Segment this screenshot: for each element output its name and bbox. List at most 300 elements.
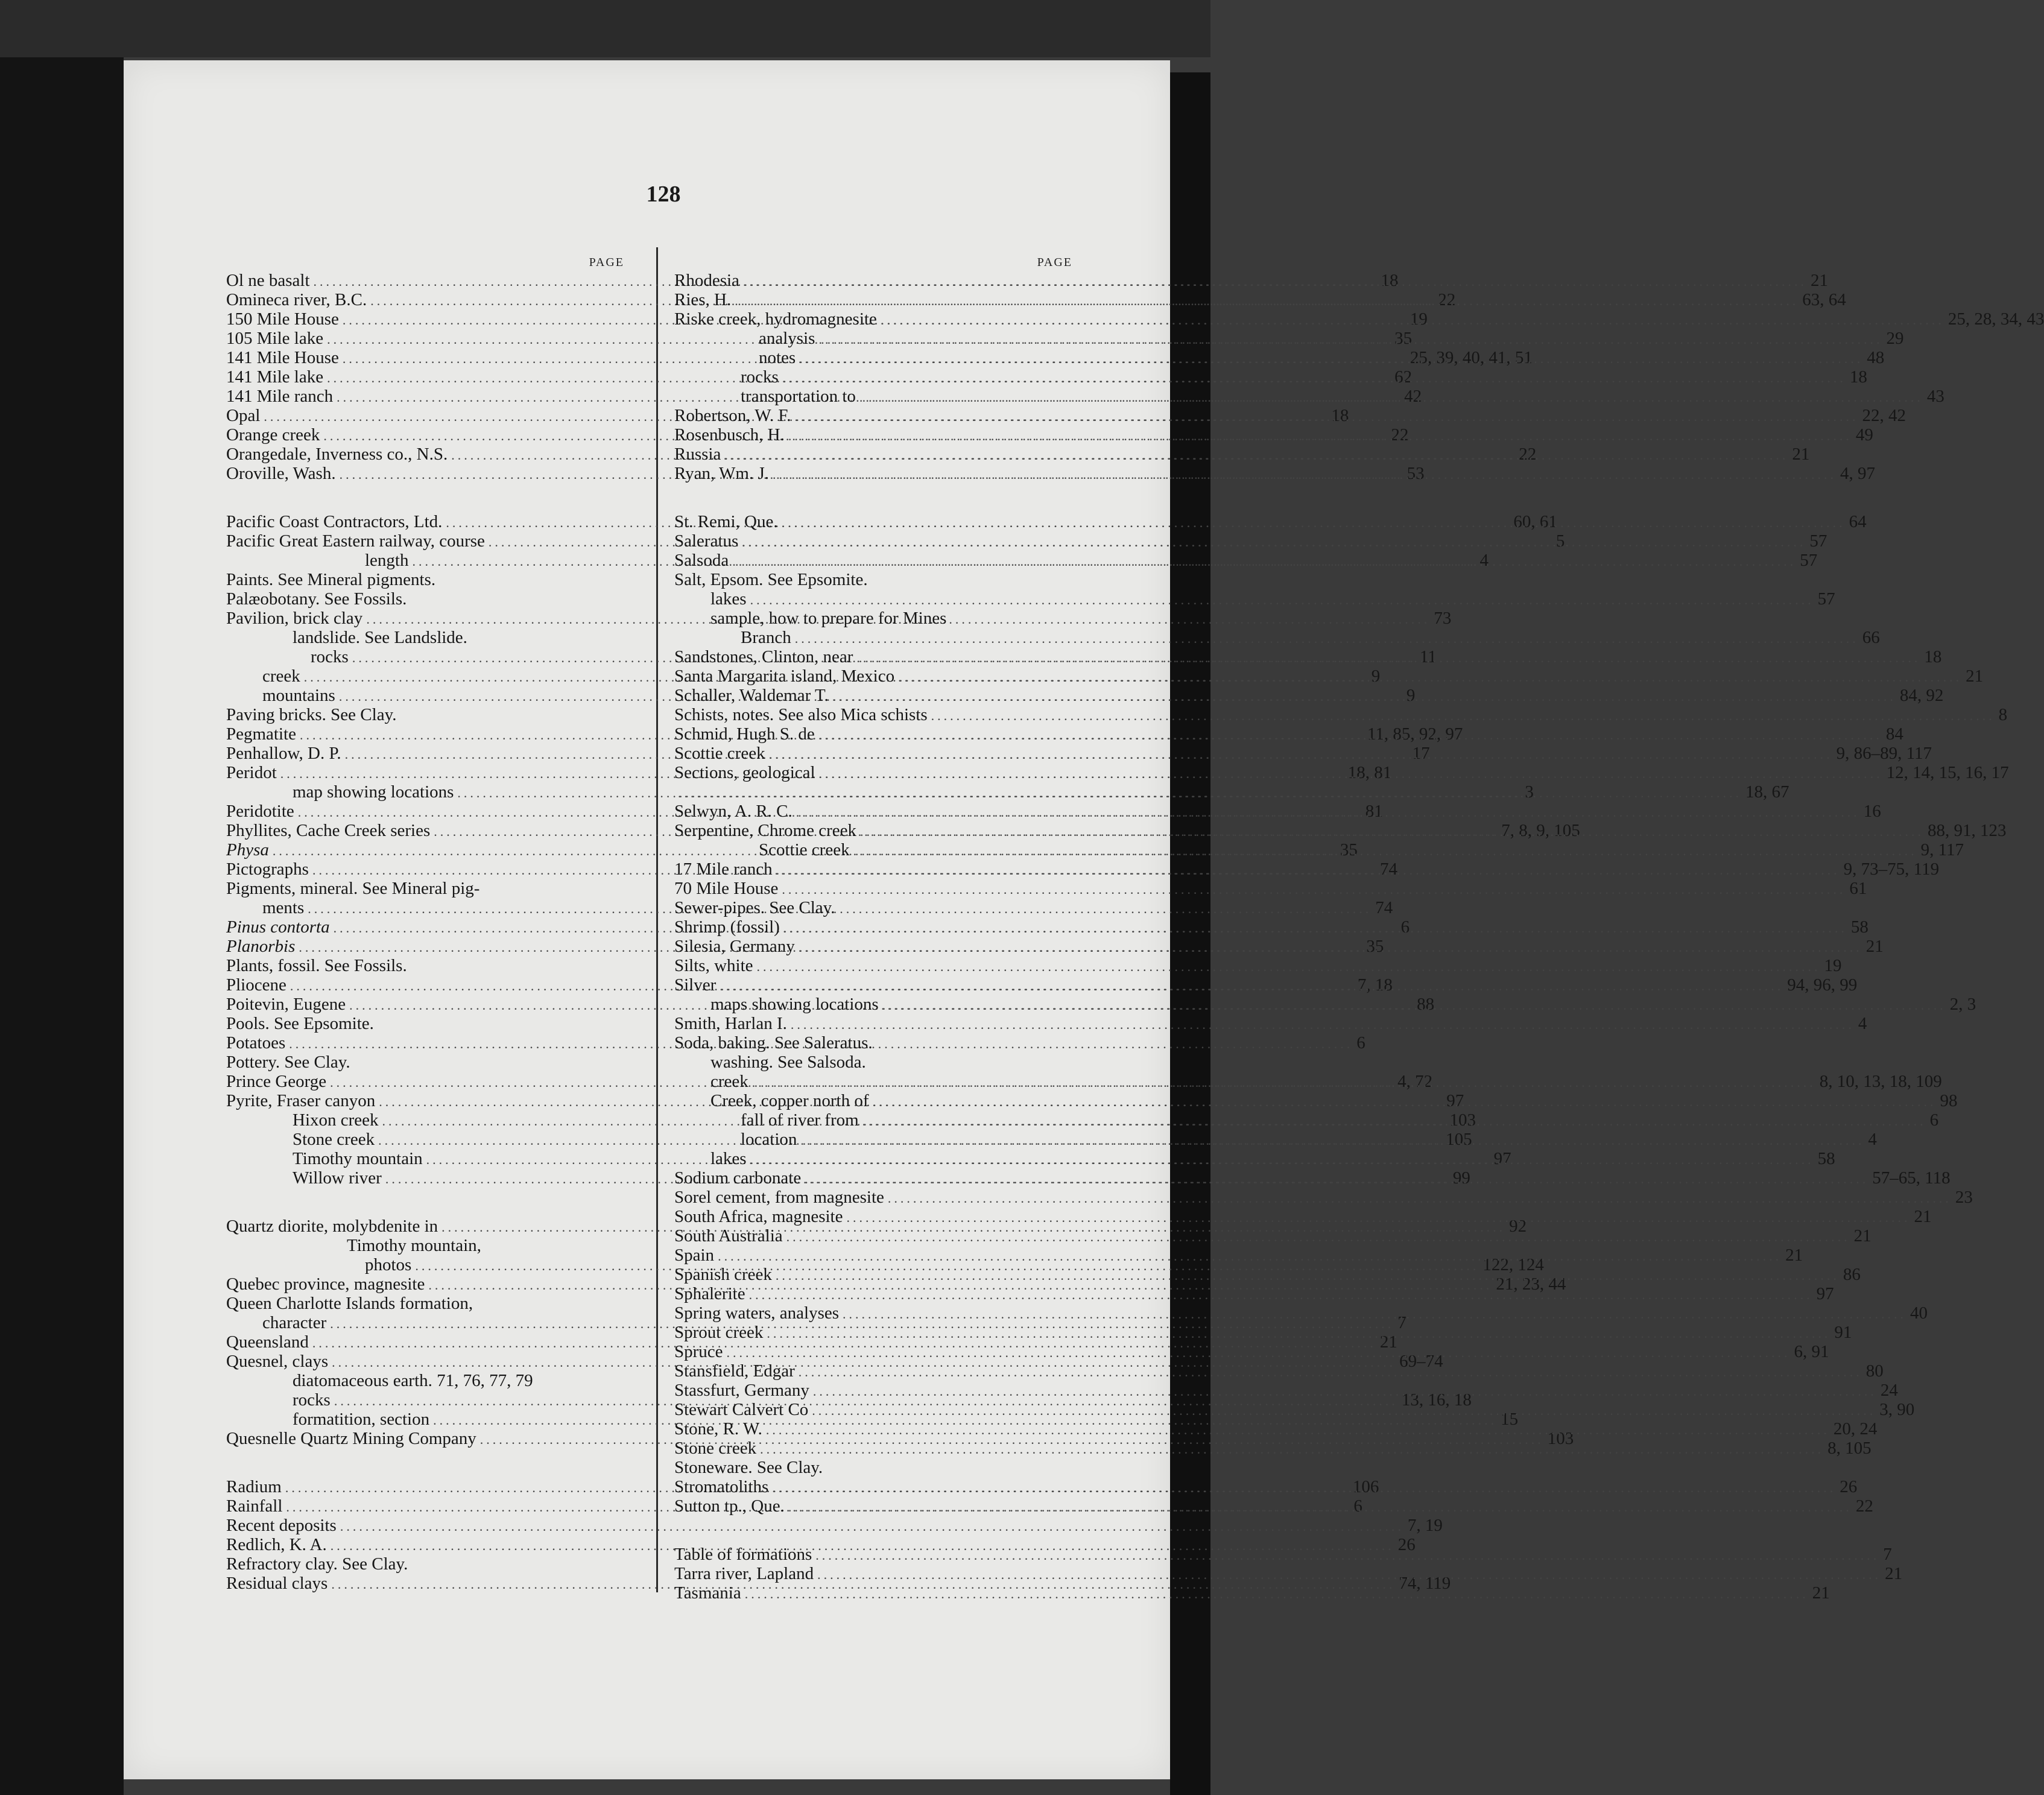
index-entry [674,956,1842,976]
entry-term: Potatoes [226,1033,286,1053]
entry-term: maps showing locations [710,995,879,1014]
dot-leader [757,957,1821,976]
entry-pages: 20, 24 [1833,1419,1878,1439]
entry-term: Prince George [226,1072,327,1091]
entry-pages: 18 [1849,367,1867,387]
dot-leader [796,803,1860,822]
dot-leader [766,1420,1830,1439]
entry-term: Planorbis [226,937,296,956]
entry-pages: 48 [1867,348,1885,367]
entry-pages: 43 [1926,387,1944,406]
index-entry [674,744,1932,764]
entry-term: Plants, fossil. See Fossils. [226,956,407,975]
entry-term: Spruce [674,1342,723,1361]
entry-pages: 40 [1910,1303,1928,1323]
entry-pages: 73 [1434,609,1452,628]
entry-pages: 57 [1800,551,1818,570]
entry-pages: 103 [1449,1110,1476,1130]
index-entry [674,609,1072,628]
entry-pages: 97 [1493,1149,1511,1168]
index-entry [674,705,2008,725]
group-gap [226,1449,624,1478]
entry-term: Quesnel, clays [226,1352,329,1371]
index-entry [674,1014,1867,1034]
entry-pages: 29 [1886,329,1904,348]
dot-leader [843,1305,1906,1323]
entry-term: Stoneware. See Clay. [674,1458,823,1477]
entry-term: Recent deposits [226,1516,337,1535]
entry-pages: 18 [1331,406,1349,425]
entry-pages: 42 [1404,387,1422,406]
entry-term: 150 Mile House [226,309,339,329]
index-entry [226,571,624,590]
entry-term: Serpentine, Chrome creek [674,821,856,840]
entry-term: Sewer-pipes. See Clay. [674,898,835,917]
entry-pages: 3 [1525,782,1534,802]
entry-term: Phyllites, Cache Creek series [226,821,431,840]
entry-pages: 6 [1400,917,1410,937]
index-entry [674,899,1072,918]
index-entry [674,879,1867,899]
entry-term: Spanish creek [674,1265,772,1284]
entry-pages: 4 [1479,551,1489,570]
entry-term: Willow river [293,1168,382,1188]
index-entry [674,1053,1072,1072]
index-entry [674,1545,1892,1565]
entry-term: Paints. See Mineral pigments. [226,570,436,589]
entry-term: Robertson, W. F. [674,406,791,425]
index-entry [226,1555,624,1574]
dot-leader [782,880,1846,899]
entry-pages: 7 [1883,1545,1892,1564]
dot-leader [742,533,1806,551]
entry-pages: 58 [1817,1149,1835,1168]
entry-pages: 25, 28, 34, 43 [1947,309,2044,329]
entry-pages: 4, 72 [1397,1072,1433,1091]
entry-pages: 6 [1356,1033,1365,1053]
entry-term: Stassfurt, Germany [674,1381,809,1400]
entry-term: notes [759,348,796,367]
entry-pages: 7, 19 [1407,1516,1443,1535]
entry-term: Rainfall [226,1496,283,1516]
entry-term: Pacific Great Eastern railway, course [226,531,485,551]
entry-term: photos [365,1255,412,1274]
index-entry [674,782,1789,802]
entry-term: Salt, Epsom. See Epsomite. [674,570,868,589]
entry-term: Residual clays [226,1574,328,1593]
index-entry [226,957,624,976]
entry-pages: 21 [1785,1246,1803,1265]
group-gap [674,484,1072,513]
entry-term: Stone creek [293,1130,375,1149]
entry-pages: 57 [1817,589,1835,609]
dot-leader [788,1498,1852,1516]
entry-term: Quartz diorite, molybdenite in [226,1217,438,1236]
dot-leader [788,426,1852,445]
dot-leader [832,687,1896,706]
entry-pages: 26 [1397,1535,1416,1554]
index-entry [226,1015,624,1034]
entry-term: Sandstones, Clinton, near [674,647,853,666]
entry-term: Queensland [226,1332,309,1352]
entry-pages: 22, 42 [1862,406,1906,425]
index-entry [674,1034,1072,1053]
entry-term: rocks [311,647,349,666]
entry-term: Rosenbusch, H. [674,425,785,445]
dot-leader [846,1208,1910,1227]
entry-term: Riske creek, hydromagnesite [674,309,877,329]
entry-pages: 94, 96, 99 [1787,975,1858,995]
entry-pages: 88, 91, 123 [1927,821,2007,840]
entry-term: Oroville, Wash. [226,464,336,483]
dot-leader [813,1382,1877,1401]
entry-term: rocks [741,367,779,387]
entry-term: Stansfield, Edgar [674,1361,795,1381]
entry-pages: 53 [1406,464,1425,483]
entry-term: Soda, baking. See Saleratus. [674,1033,873,1053]
dot-leader [818,726,1882,744]
index-entry [674,1188,1973,1208]
index-entry [226,879,624,899]
dot-leader [732,552,1796,571]
entry-pages: 21 [1853,1226,1872,1246]
entry-term: Redlich, K. A. [226,1535,327,1554]
entry-pages: 19 [1410,309,1428,329]
entry-pages: 11, 85, 92, 97 [1367,724,1463,744]
entry-term: washing. See Salsoda. [710,1053,866,1072]
entry-term: Quesnelle Quartz Mining Company [226,1429,476,1448]
entry-term: Hixon creek [293,1110,379,1130]
entry-term: analysis [759,329,815,348]
entry-term: Peridotite [226,802,294,821]
group-gap [674,1516,1072,1545]
entry-pages: 21 [1966,666,1984,686]
entry-term: Stromatoliths [674,1477,769,1496]
dot-leader [745,1584,1809,1603]
entry-pages: 12, 14, 15, 16, 17 [1886,763,2009,782]
entry-term: lakes [710,589,747,609]
entry-pages: 3, 90 [1879,1400,1915,1419]
entry-pages: 57 [1809,531,1827,551]
entry-term: mountains [262,686,335,705]
entry-pages: 66 [1862,628,1880,647]
entry-pages: 63, 64 [1802,290,1846,309]
scan-border-left [0,57,124,1795]
entry-pages: 6 [1929,1110,1939,1130]
column-header: PAGE [589,256,624,269]
entry-pages: 11 [1419,647,1437,666]
dot-leader [772,1478,1836,1497]
dot-leader [720,977,1783,995]
dot-leader [794,407,1858,426]
entry-term: Refractory clay. See Clay. [226,1554,408,1574]
entry-pages: 58 [1850,917,1868,937]
entry-term: Silts, white [674,956,753,975]
dot-leader [678,784,1742,802]
entry-term: Stewart Calvert Co [674,1400,809,1419]
dot-leader [881,311,1944,329]
entry-term: Stone creek [674,1439,757,1458]
dot-leader [769,745,1833,764]
dot-leader [750,590,1814,609]
dot-leader [815,1546,1879,1565]
entry-pages: 2, 3 [1949,995,1976,1014]
entry-pages: 13, 16, 18 [1401,1390,1472,1410]
entry-pages: 64 [1849,512,1867,531]
entry-pages: 84, 92 [1899,686,1944,705]
entry-pages: 21 [1914,1207,1932,1226]
entry-pages: 21 [1810,271,1828,290]
entry-pages: 18, 67 [1745,782,1789,802]
entry-pages: 22 [1438,290,1456,309]
entry-pages: 7 [1397,1313,1406,1332]
entry-term: location [741,1130,797,1149]
entry-term: Penhallow, D. P. [226,744,341,763]
entry-pages: 21, 23, 44 [1496,1274,1566,1294]
index-entry [674,1439,1872,1458]
entry-term: Pavilion, brick clay [226,609,363,628]
dot-leader [776,861,1840,879]
index-entry [674,917,1868,937]
entry-term: Ries, H. [674,290,732,309]
dot-leader [888,1189,1952,1208]
entry-pages: 74 [1375,898,1393,917]
entry-term: Physa [226,840,269,860]
entry-term: Schaller, Waldemar T. [674,686,829,705]
entry-term: Spain [674,1246,715,1265]
dot-leader [860,822,1924,841]
entry-pages: 18 [1381,271,1399,290]
entry-pages: 9 [1406,686,1416,705]
index-entry [674,1303,1928,1323]
dot-leader [773,465,1837,484]
entry-pages: 21 [1812,1583,1830,1603]
entry-term: Creek, copper north of [710,1091,869,1110]
entry-pages: 106 [1352,1477,1379,1496]
entry-term: Santa Margarita island, Mexico [674,666,895,686]
entry-term: 17 Mile ranch [674,860,773,879]
dot-leader [817,1565,1881,1584]
entry-pages: 21 [1792,445,1810,464]
entry-term: Sections, geological [674,763,815,782]
entry-pages: 69–74 [1399,1352,1443,1371]
entry-pages: 19 [1824,956,1842,975]
entry-term: character [262,1313,327,1332]
dot-leader [791,1015,1855,1034]
entry-pages: 57–65, 118 [1872,1168,1951,1188]
entry-pages: 84 [1885,724,1903,744]
entry-term: Shrimp (fossil) [674,917,780,937]
entry-pages: 35 [1394,329,1413,348]
entry-pages: 6 [1353,1496,1362,1516]
index-entry [674,686,1944,706]
entry-term: ments [262,898,305,917]
dot-leader [782,369,1846,387]
entry-term: Sphalerite [674,1284,745,1303]
entry-pages: 8 [1998,705,2008,724]
dot-leader [718,1247,1782,1265]
entry-pages: 74 [1379,860,1397,879]
entry-pages: 4, 97 [1840,464,1875,483]
entry-term: 70 Mile House [674,879,779,898]
entry-pages: 24 [1880,1381,1898,1400]
column-header: PAGE [1037,256,1072,269]
entry-pages: 80 [1865,1361,1884,1381]
entry-pages: 16 [1863,802,1881,821]
entry-pages: 18 [1924,647,1942,666]
entry-term: 141 Mile lake [226,367,324,387]
entry-term: South Africa, magnesite [674,1207,843,1226]
dot-leader [727,1343,1791,1362]
entry-term: Orangedale, Inverness co., N.S. [226,445,448,464]
index-entry [674,666,1984,686]
dot-leader [750,1150,1814,1169]
dot-leader [782,513,1846,532]
entry-pages: 26 [1840,1477,1858,1496]
index-entry [226,1053,624,1072]
entry-term: Scottie creek [759,840,850,860]
entry-pages: 88 [1417,995,1435,1014]
dot-leader [853,841,1917,860]
index-entry [674,628,1880,648]
index-entry [226,1516,1443,1536]
entry-term: Selwyn, A. R. C. [674,802,793,821]
entry-term: Silver [674,975,717,995]
dot-leader [873,1092,1937,1111]
group-gap [226,1188,624,1217]
entry-pages: 22 [1519,445,1537,464]
entry-pages: 103 [1547,1429,1574,1448]
entry-term: Pliocene [226,975,286,995]
entry-pages: 6, 91 [1794,1342,1829,1361]
dot-leader [805,1170,1868,1188]
entry-pages: 4 [1858,1014,1867,1033]
entry-term: Pictographs [226,860,309,879]
entry-term: length [365,551,409,570]
entry-term: Tasmania [674,1583,741,1603]
entry-term: diatomaceous earth. 71, 76, 77, 79 [293,1371,533,1390]
entry-term: 141 Mile ranch [226,387,334,406]
dot-leader [799,349,1863,368]
entry-term: Schmid, Hugh S. de [674,724,815,744]
entry-term: Pegmatite [226,724,296,744]
entry-pages: 97 [1816,1284,1834,1303]
dot-leader [776,1266,1840,1285]
dot-leader [743,272,1807,291]
entry-pages: 7, 8, 9, 105 [1501,821,1580,840]
index-entry [226,1294,624,1314]
entry-pages: 35 [1366,937,1384,956]
entry-pages: 61 [1849,879,1867,898]
entry-term: Saleratus [674,531,739,551]
entry-pages: 92 [1509,1217,1527,1236]
index-entry [226,1236,624,1256]
index-entry [674,551,1818,571]
entry-term: formatition, section [293,1410,430,1429]
entry-pages: 21 [1865,937,1884,956]
entry-pages: 105 [1446,1130,1472,1149]
entry-term: rocks [293,1390,331,1410]
entry-term: Paving bricks. See Clay. [226,705,397,724]
entry-term: Salsoda [674,551,729,570]
entry-term: creek [262,666,300,686]
entry-term: Pinus contorta [226,917,330,937]
entry-term: 105 Mile lake [226,329,324,348]
entry-term: Poitevin, Eugene [226,995,346,1014]
entry-term: Pottery. See Clay. [226,1053,350,1072]
entry-pages: 62 [1394,367,1413,387]
dot-leader [799,938,1862,957]
entry-term: map showing locations [293,782,454,802]
entry-term: Smith, Harlan I. [674,1014,787,1033]
entry-term: Ol ne basalt [226,271,310,290]
dot-leader [931,706,1995,725]
dot-leader [812,1401,1876,1420]
entry-pages: 91 [1834,1323,1852,1342]
dot-leader [898,668,1962,686]
entry-term: Schists, notes. See also Mica schists [674,705,928,724]
entry-term: Sorel cement, from magnesite [674,1188,884,1207]
entry-pages: 23 [1955,1188,1973,1207]
dot-leader [752,1073,1816,1092]
entry-pages: 86 [1843,1265,1861,1284]
entry-term: Pacific Coast Contractors, Ltd. [226,512,443,531]
index-entry [226,628,624,648]
entry-pages: 9 [1371,666,1381,686]
entry-term: St. Remi, Que. [674,512,778,531]
dot-leader [795,629,1859,648]
entry-term: Silesia, Germany [674,937,795,956]
entry-pages: 49 [1855,425,1873,445]
entry-term: Sodium carbonate [674,1168,802,1188]
entry-pages: 122, 124 [1482,1255,1544,1274]
entry-term: Stone, R. W. [674,1419,762,1439]
dot-leader [859,388,1923,407]
index-entry [226,1372,624,1391]
index-entry [674,571,1072,590]
dot-leader [882,996,1946,1015]
entry-pages: 35 [1340,840,1358,860]
dot-leader [818,330,1882,349]
entry-pages: 7, 18 [1357,975,1393,995]
dot-leader [760,1440,1824,1458]
entry-term: transportation to [741,387,856,406]
entry-term: Russia [674,445,721,464]
entry-term: Sprout creek [674,1323,764,1342]
entry-pages: 97 [1446,1091,1464,1110]
entry-term: Ryan, Wm. J. [674,464,769,483]
entry-pages: 8, 10, 13, 18, 109 [1819,1072,1942,1091]
entry-term: fall of river from [741,1110,859,1130]
entry-term: sample, how to prepare for Mines [710,609,947,628]
entry-term: Sutton tp., Que. [674,1496,785,1516]
entry-term: Orange creek [226,425,320,445]
dot-leader [800,1131,1864,1150]
entry-term: Spring waters, analyses [674,1303,840,1323]
entry-term: Timothy mountain [293,1149,423,1168]
entry-pages: 74, 119 [1399,1574,1451,1593]
entry-pages: 25, 39, 40, 41, 51 [1410,348,1533,367]
dot-leader [862,1112,1926,1130]
index-entry [226,706,624,725]
scan-border-top [0,0,1210,57]
entry-pages: 15 [1501,1410,1519,1429]
dot-leader [735,291,1799,310]
entry-term: Palæobotany. See Fossils. [226,589,407,609]
index-entry [674,589,1835,609]
entry-pages: 98 [1940,1091,1958,1110]
entry-pages: 21 [1885,1564,1903,1583]
